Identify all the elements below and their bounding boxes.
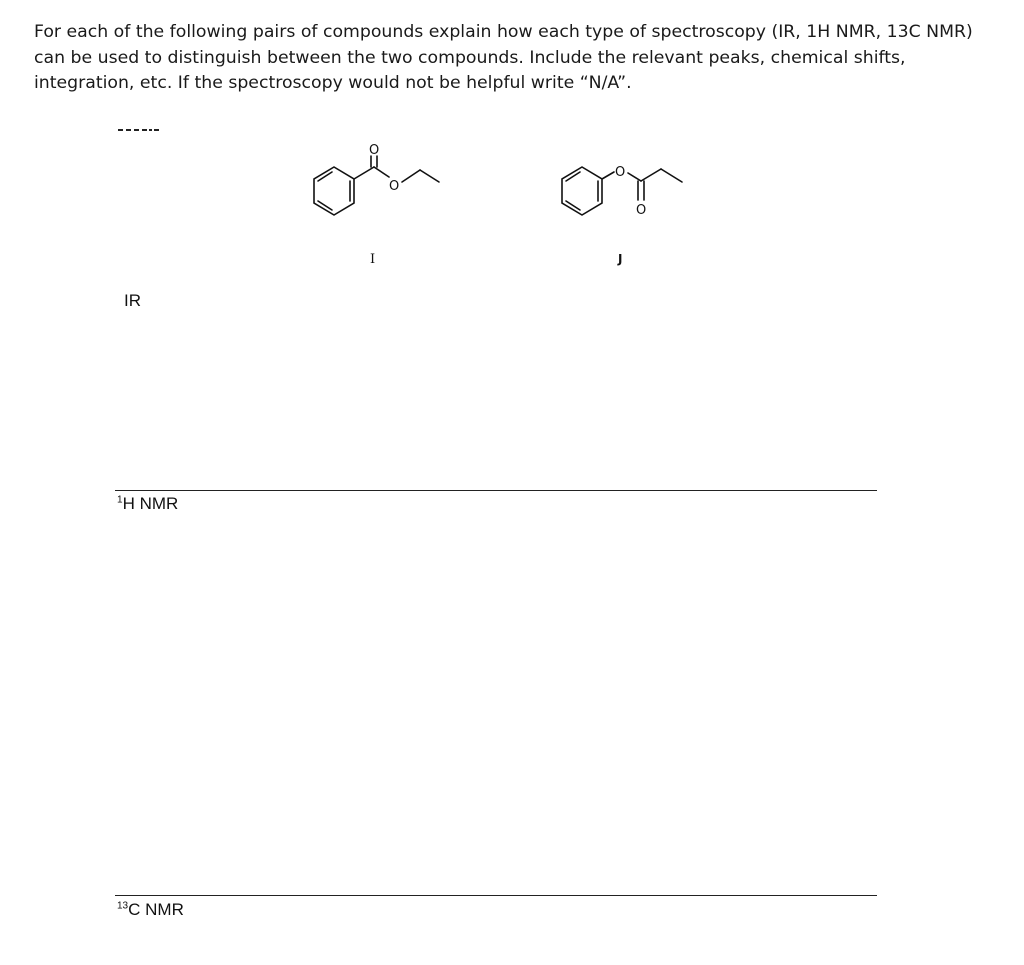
h-nmr-label-text: H NMR xyxy=(122,494,179,513)
compound-structures xyxy=(0,0,1024,300)
compound-i-label: I xyxy=(370,252,376,267)
compound-i-structure xyxy=(314,156,439,215)
ir-section-label: IR xyxy=(124,291,141,310)
c-nmr-section-label xyxy=(117,900,184,920)
compound-i-carbonyl-oxygen: O xyxy=(369,143,380,158)
h-nmr-superscript: 1 xyxy=(117,494,123,506)
c-nmr-superscript: 13 xyxy=(117,900,129,912)
h-nmr-section-label xyxy=(117,494,178,514)
c-nmr-label-text: C NMR xyxy=(128,900,184,919)
section-divider xyxy=(115,895,877,896)
compound-j-ester-oxygen: O xyxy=(615,165,626,180)
compound-j-carbonyl-oxygen: O xyxy=(636,203,647,218)
question-text: For each of the following pairs of compounds explain how each type of spectroscopy (IR, 1H NMR, 13C NMR) can be used to distinguish between the two compounds. Include the relevant peaks, chemical shifts, integration, etc. If the spectroscopy would not be helpful write “N/A”. xyxy=(34,22,973,93)
section-divider xyxy=(115,490,877,491)
compound-j-label: J xyxy=(618,252,623,266)
compound-i-ester-oxygen: O xyxy=(389,179,400,194)
